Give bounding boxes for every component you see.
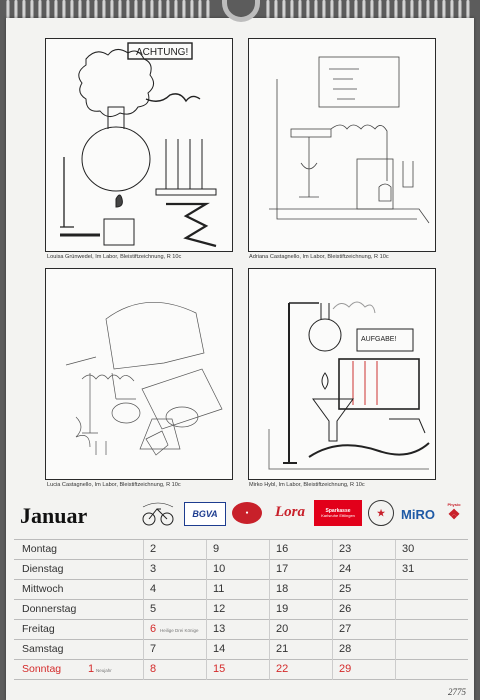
date-cell-holiday: 6 <box>150 623 157 635</box>
date-cell: 5 <box>150 603 157 615</box>
sponsor-logo-red-oval: ● <box>232 502 262 524</box>
sponsor-logo-physio: Physio ❖ <box>447 502 461 522</box>
aufgabe-sign-text: AUFGABE! <box>361 336 397 343</box>
column-divider <box>332 540 333 680</box>
date-cell: 12 <box>213 603 226 615</box>
day-name-saturday: Samstag <box>22 643 64 655</box>
bgv-logo-text: BGVA <box>192 508 218 519</box>
grid-line <box>14 599 468 600</box>
drawing-laboratory-1 <box>45 38 233 252</box>
date-cell: 14 <box>213 643 226 655</box>
date-cell: 11 <box>213 583 225 595</box>
physio-logo-text: Physio <box>447 502 461 507</box>
date-cell: 30 <box>402 543 415 555</box>
day-name-tuesday: Dienstag <box>22 563 64 575</box>
holiday-label-drei-koenige: Heilige Drei Könige <box>160 628 199 633</box>
day-name-monday: Montag <box>22 543 58 555</box>
sparkasse-logo-subtext: Karlsruhe Ettlingen <box>321 512 355 518</box>
day-name-thursday: Donnerstag <box>22 603 77 615</box>
caption-drawing-4: Mirko Hybl, Im Labor, Bleistiftzeichnung, R 10c <box>249 482 365 488</box>
date-cell: 9 <box>213 543 220 555</box>
date-cell-sunday: 8 <box>150 663 157 675</box>
miro-logo-text: MiRO <box>401 506 435 522</box>
date-cell: 26 <box>339 603 352 615</box>
achtung-sign-text: ACHTUNG! <box>136 47 189 58</box>
column-divider <box>395 540 396 680</box>
caption-drawing-2: Adriana Castagnello, Im Labor, Bleistiftzeichnung, R 10c <box>249 254 389 260</box>
drawing-laboratory-3 <box>45 268 233 480</box>
column-divider <box>206 540 207 680</box>
date-cell: 10 <box>213 563 226 575</box>
date-cell: 19 <box>276 603 289 615</box>
grid-line <box>14 539 468 540</box>
serial-number: 2775 <box>448 687 466 697</box>
sponsor-logo-lora <box>270 500 310 524</box>
lora-logo-text: Lora <box>275 503 305 520</box>
sponsor-logo-bicycle <box>140 500 176 528</box>
sponsor-logo-miro <box>400 504 436 524</box>
day-name-sunday: Sonntag <box>22 663 62 675</box>
date-cell: 17 <box>276 563 289 575</box>
date-cell: 28 <box>339 643 352 655</box>
date-cell: 2 <box>150 543 157 555</box>
date-cell: 13 <box>213 623 226 635</box>
grid-line <box>14 639 468 640</box>
sponsor-logo-bgv <box>184 502 226 526</box>
month-title: Januar <box>20 503 88 528</box>
day-name-friday: Freitag <box>22 623 55 635</box>
date-cell: 23 <box>339 543 352 555</box>
drawing-laboratory-4 <box>248 268 436 480</box>
date-cell-sunday: 15 <box>213 663 226 675</box>
date-cell: 4 <box>150 583 157 595</box>
drawing-laboratory-2 <box>248 38 436 252</box>
date-cell: 18 <box>276 583 289 595</box>
date-cell-sunday: 29 <box>339 663 352 675</box>
column-divider <box>269 540 270 680</box>
holiday-label-neujahr: Neujahr <box>96 668 112 673</box>
caption-drawing-3: Lucia Castagnello, Im Labor, Bleistiftzeichnung, R 10c <box>47 482 181 488</box>
date-cell: 3 <box>150 563 157 575</box>
grid-line <box>14 579 468 580</box>
grid-line <box>14 619 468 620</box>
date-cell: 25 <box>339 583 352 595</box>
sponsor-logo-round-badge: ★ <box>368 500 394 526</box>
sponsor-logo-sparkasse <box>314 500 362 526</box>
day-name-wednesday: Mittwoch <box>22 583 64 595</box>
grid-line <box>14 679 468 680</box>
caption-drawing-1: Louisa Grünwedel, Im Labor, Bleistiftzeichnung, R 10c <box>47 254 182 260</box>
date-cell-sunday: 22 <box>276 663 289 675</box>
sparkasse-logo-text: Sparkasse <box>325 507 351 514</box>
date-cell: 20 <box>276 623 289 635</box>
column-divider <box>143 540 144 680</box>
grid-line <box>14 559 468 560</box>
grid-line <box>14 659 468 660</box>
date-cell: 16 <box>276 543 289 555</box>
date-cell: 24 <box>339 563 352 575</box>
date-cell: 7 <box>150 643 157 655</box>
date-cell: 31 <box>402 563 415 575</box>
date-cell: 27 <box>339 623 352 635</box>
date-cell: 21 <box>276 643 289 655</box>
date-cell-sunday: 1 <box>88 663 95 675</box>
